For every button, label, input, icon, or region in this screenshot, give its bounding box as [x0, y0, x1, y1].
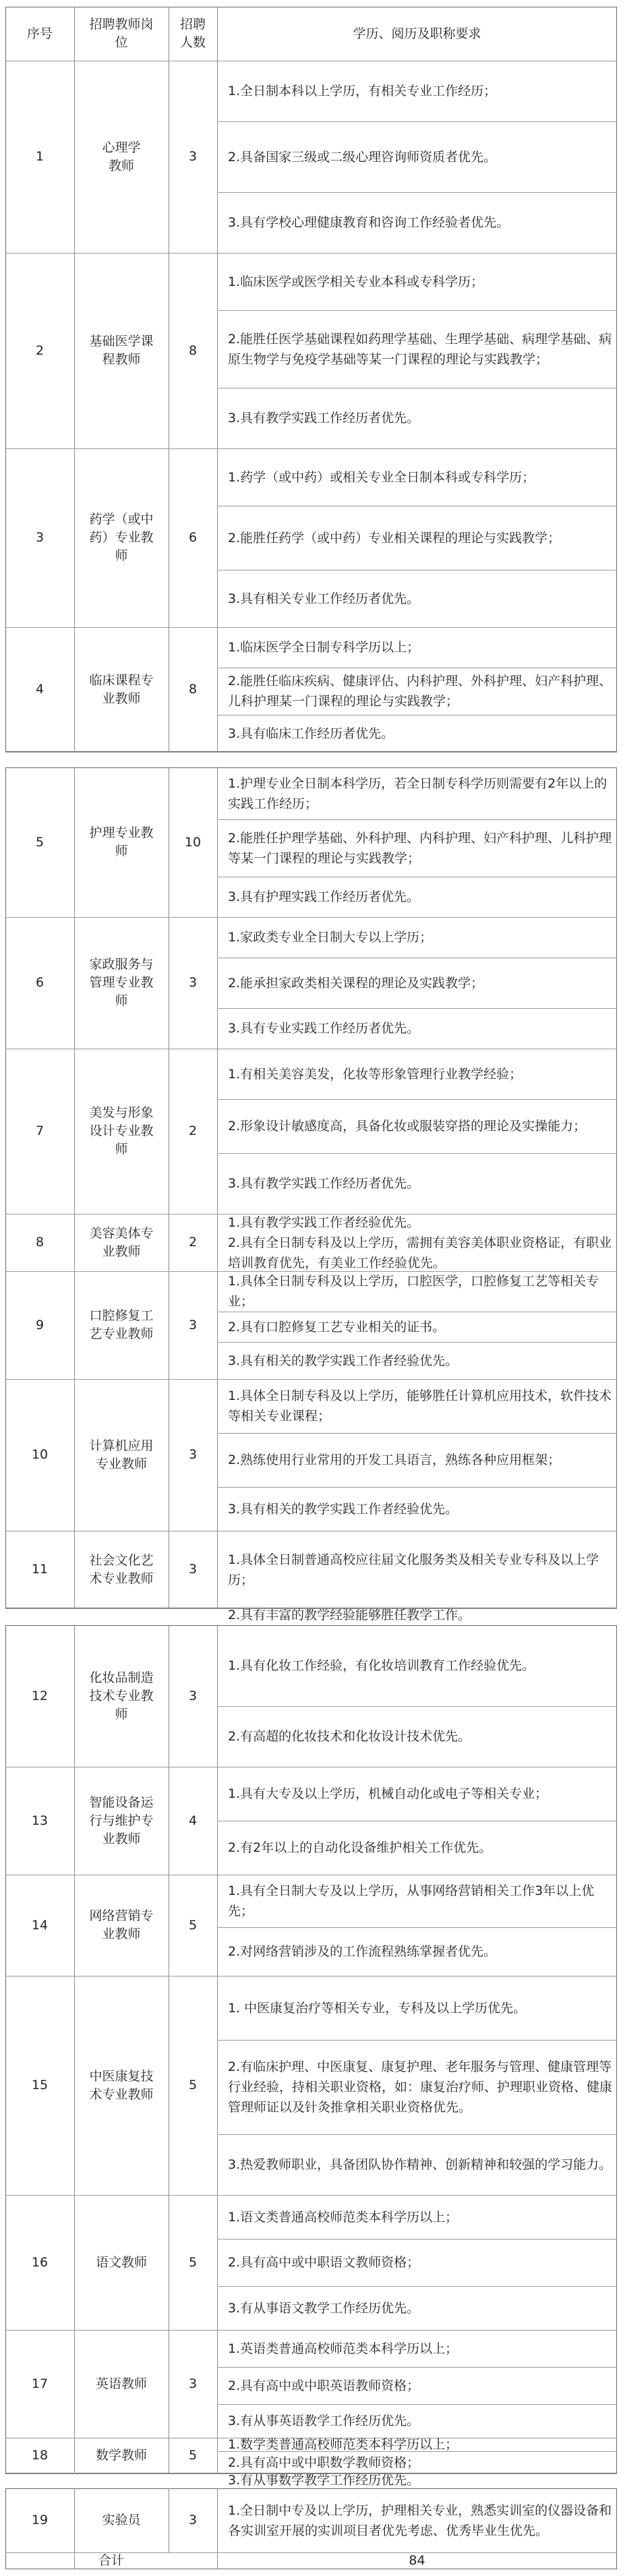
requirement-text: 1.数学类普通高校师范类本科学历以上；: [228, 2437, 458, 2452]
header-seq: 序号: [26, 26, 53, 41]
row-seq: 14: [31, 1917, 49, 1933]
sub-row-divider: [217, 1927, 617, 1928]
row-position: 数学教师: [95, 2448, 147, 2463]
row-count: 10: [184, 834, 202, 850]
row-seq: 5: [35, 834, 44, 850]
total-label: 合计: [98, 2553, 124, 2568]
row-count: 5: [188, 2448, 198, 2463]
requirement-text: 1.语文类普通高校师范类本科学历以上；: [228, 2209, 458, 2225]
row-seq: 1: [35, 149, 44, 164]
requirement-text: 2.能胜任护理学基础、外科护理、内科护理、妇产科护理、儿科护理等某一门课程的理论与实践教学；: [228, 830, 612, 866]
requirement-text: 2.能胜任医学基础课程如药理学基础、生理学基础、病理学基础、病原生物学与免疫学基础等某一门课程的理论与实践教学；: [228, 331, 612, 367]
row-seq: 2: [35, 343, 44, 358]
row-position: 美容美体专 业教师: [89, 1225, 154, 1259]
requirement-text: 3.具有学校心理健康教育和咨询工作经验者优先。: [228, 215, 510, 230]
row-position: 计算机应用 专业教师: [89, 1438, 154, 1471]
row-position: 基础医学课 程教师: [89, 334, 154, 367]
row-seq: 6: [35, 975, 44, 990]
requirement-text: 2.有临床护理、中医康复、康复护理、老年服务与管理、健康管理等行业经验，持相关职业资格，如：康复治疗师、护理职业资格、健康管理师证以及针灸推拿相关职业资格优先。: [228, 2059, 613, 2115]
sub-row-divider: [217, 310, 617, 311]
row-seq: 8: [35, 1235, 44, 1250]
requirement-text: 2.对网络营销涉及的工作流程熟练掌握者优先。: [228, 1944, 497, 1959]
requirement-text: 1.英语类普通高校师范类本科学历以上；: [228, 2341, 458, 2356]
row-position: 中医康复技 术专业教师: [89, 2068, 154, 2102]
requirement-text: 1.具体全日制专科及以上学历，能够胜任计算机应用技术，软件技术等相关专业课程；: [228, 1388, 612, 1424]
row-count: 3: [188, 975, 198, 990]
row-count: 8: [188, 682, 198, 697]
requirement-text: 1.全日制本科以上学历，有相关专业工作经历；: [228, 84, 497, 98]
requirement-text: 2.有高超的化妆技术和化妆设计技术优先。: [228, 1729, 471, 1744]
sub-row-divider: [217, 1099, 617, 1100]
requirement-text: 1. 中医康复治疗等相关专业，专科及以上学历优先。: [228, 2000, 527, 2016]
row-position: 口腔修复工 艺专业教师: [89, 1308, 154, 1341]
row-seq: 16: [31, 2254, 49, 2270]
row-position: 心理学 教师: [102, 140, 141, 173]
requirement-text: 2.能承担家政类相关课程的理论及实践教学；: [228, 975, 484, 991]
row-count: 3: [188, 2376, 198, 2391]
row-count: 4: [188, 1813, 198, 1828]
requirement-text: 1.药学（或中药）或相关专业全日制本科或专科学历；: [228, 469, 535, 485]
requirement-text: 2.具有口腔修复工艺专业相关的证书。: [228, 1319, 446, 1335]
requirement-text: 1.家政类专业全日制大专以上学历；: [228, 930, 433, 945]
row-count: 2: [188, 1123, 198, 1138]
requirement-text: 3.有从事数学教学工作经历优先。: [228, 2473, 420, 2488]
sub-row-divider: [217, 1153, 617, 1154]
sub-row-divider: [217, 1433, 617, 1434]
header-requirements: 学历、阅历及职称要求: [353, 26, 481, 41]
sub-row-divider: [217, 2239, 617, 2240]
row-count: 3: [188, 149, 198, 164]
requirement-text: 2.形象设计敏感度高，具备化妆或服装穿搭的理论及实操能力；: [228, 1119, 587, 1134]
sub-row-divider: [217, 192, 617, 193]
requirement-text: 1.具体全日制专科及以上学历，口腔医学，口腔修复工艺等相关专业；: [228, 1274, 599, 1309]
requirement-text: 3.具有相关专业工作经历者优先。: [228, 591, 420, 606]
requirement-text: 1.临床医学全日制专科学历以上；: [228, 640, 420, 655]
row-seq: 15: [31, 2078, 49, 2092]
requirement-text: 1.具有全日制大专及以上学历，从事网络营销相关工作3年以上优先；: [228, 1883, 595, 1919]
row-seq: 4: [35, 682, 44, 697]
requirement-text: 2.熟练使用行业常用的开发工具语言，熟练各种应用框架；: [228, 1453, 561, 1467]
row-divider: [5, 752, 617, 753]
row-count: 5: [188, 2078, 198, 2092]
row-count: 2: [188, 1235, 198, 1250]
row-count: 6: [188, 530, 198, 545]
header-count: 招聘 人数: [179, 17, 206, 50]
requirement-text: 3.有从事语文教学工作经历优先。: [228, 2300, 420, 2316]
row-seq: 18: [31, 2448, 49, 2463]
requirement-text: 3.具有相关的教学实践工作者经验优先。: [228, 1501, 458, 1517]
requirement-text: 1.具体全日制普通高校应往届文化服务类及相关专业专科及以上学历；: [228, 1552, 599, 1587]
row-seq: 11: [31, 1562, 49, 1577]
sub-row-divider: [217, 2451, 617, 2452]
sub-row-divider: [217, 1008, 617, 1009]
requirement-text: 1.具有化妆工作经验，有化妆培训教育工作经验优先。: [228, 1658, 535, 1673]
row-count: 5: [188, 2254, 198, 2270]
sub-row-divider: [217, 2286, 617, 2287]
row-position: 护理专业教 师: [89, 825, 154, 858]
requirement-text: 3.有从事英语教学工作经历优先。: [228, 2413, 420, 2428]
sub-row-divider: [217, 2040, 617, 2041]
row-count: 5: [188, 1917, 198, 1933]
row-seq: 19: [31, 2513, 49, 2527]
requirement-text: 3.热爱教师职业，具备团队协作精神、创新精神和较强的学习能力。: [228, 2157, 612, 2172]
row-count: 3: [188, 1562, 198, 1577]
row-position: 英语教师: [95, 2376, 147, 2391]
sub-row-divider: [217, 1487, 617, 1488]
requirement-text: 3.具有临床工作经历者优先。: [228, 726, 394, 741]
requirement-text: 1.护理专业全日制本科学历，若全日制专科学历则需要有2年以上的实践工作经历；: [228, 775, 607, 811]
sub-row-divider: [217, 819, 617, 820]
row-seq: 7: [35, 1123, 44, 1138]
row-count: 8: [188, 343, 198, 358]
row-seq: 12: [31, 1688, 49, 1703]
sub-row-divider: [217, 2134, 617, 2135]
requirement-text: 2.具有高中或中职语文教师资格；: [228, 2255, 420, 2270]
row-count: 3: [188, 2513, 198, 2527]
row-seq: 17: [31, 2376, 49, 2391]
row-position: 实验员: [102, 2513, 141, 2527]
row-divider: [5, 2473, 617, 2474]
row-position: 语文教师: [95, 2254, 147, 2270]
row-position: 药学（或中 药）专业教 师: [89, 512, 154, 563]
row-count: 3: [188, 1317, 198, 1333]
requirement-text: 2.具有高中或中职数学教师资格；: [228, 2455, 420, 2470]
sub-row-divider: [217, 1342, 617, 1343]
row-position: 临床课程专 业教师: [89, 672, 154, 706]
requirement-text: 3.具有专业实践工作经历者优先。: [228, 1021, 420, 1036]
total-value: 84: [409, 2553, 425, 2568]
requirement-text: 2.能胜任临床疾病、健康评估、内科护理、外科护理、妇产科护理、儿科护理某一门课程的理论与实践教学；: [228, 674, 612, 709]
requirement-text: 1.具有教学实践工作者经验优先。 2.具有全日制专科及以上学历，需拥有美容美体职业资格证，有职业培训教育优先，有美业工作经验优先。: [228, 1214, 612, 1270]
sub-row-divider: [217, 2404, 617, 2405]
row-position: 美发与形象 设计专业教 师: [89, 1105, 154, 1157]
requirement-text: 1.全日制中专及以上学历，护理相关专业，熟悉实训室的仪器设备和各实训室开展的实训项目者优先考虑、优秀毕业生优先。: [228, 2502, 612, 2538]
row-seq: 10: [31, 1447, 49, 1462]
requirement-text: 1.具有大专及以上学历，机械自动化或电子等相关专业；: [228, 1786, 548, 1801]
row-position: 化妆品制造 技术专业教 师: [89, 1670, 154, 1722]
row-position: 社会文化艺 术专业教师: [89, 1552, 154, 1586]
sub-row-divider: [217, 1706, 617, 1707]
requirement-text: 2.具有丰富的教学经验能够胜任教学工作。: [228, 1608, 471, 1622]
row-seq: 9: [35, 1317, 44, 1333]
requirement-text: 3.具有教学实践工作经历者优先。: [228, 411, 420, 426]
requirement-text: 2.具有高中或中职英语教师资格；: [228, 2378, 420, 2393]
header-position: 招聘教师岗 位: [89, 17, 154, 50]
requirement-text: 2.具备国家三级或二级心理咨询师资质者优先。: [228, 149, 497, 165]
row-position: 家政服务与 管理专业教 师: [89, 957, 154, 1008]
row-seq: 3: [35, 530, 44, 545]
row-position: 智能设备运 行与维护专 业教师: [89, 1794, 154, 1846]
requirement-text: 3.具有护理实践工作经历者优先。: [228, 889, 420, 904]
row-seq: 13: [31, 1813, 49, 1828]
requirement-text: 2.能胜任药学（或中药）专业相关课程的理论与实践教学；: [228, 530, 561, 546]
row-count: 3: [188, 1688, 198, 1703]
row-position: 网络营销专 业教师: [89, 1908, 154, 1941]
requirement-text: 1.临床医学或医学相关专业本科或专科学历；: [228, 274, 484, 289]
row-divider: [5, 1608, 617, 1609]
sub-row-divider: [217, 2367, 617, 2368]
column-divider: [217, 2552, 218, 2569]
row-count: 3: [188, 1447, 198, 1462]
requirement-text: 2.有2年以上的自动化设备维护相关工作优先。: [228, 1840, 492, 1855]
requirement-text: 3.具有相关的教学实践工作者经验优先。: [228, 1353, 458, 1368]
sub-row-divider: [217, 121, 617, 122]
requirement-text: 3.具有教学实践工作经历者优先。: [228, 1176, 420, 1191]
requirement-text: 1.有相关美容美发，化妆等形象管理行业教学经验；: [228, 1066, 523, 1082]
